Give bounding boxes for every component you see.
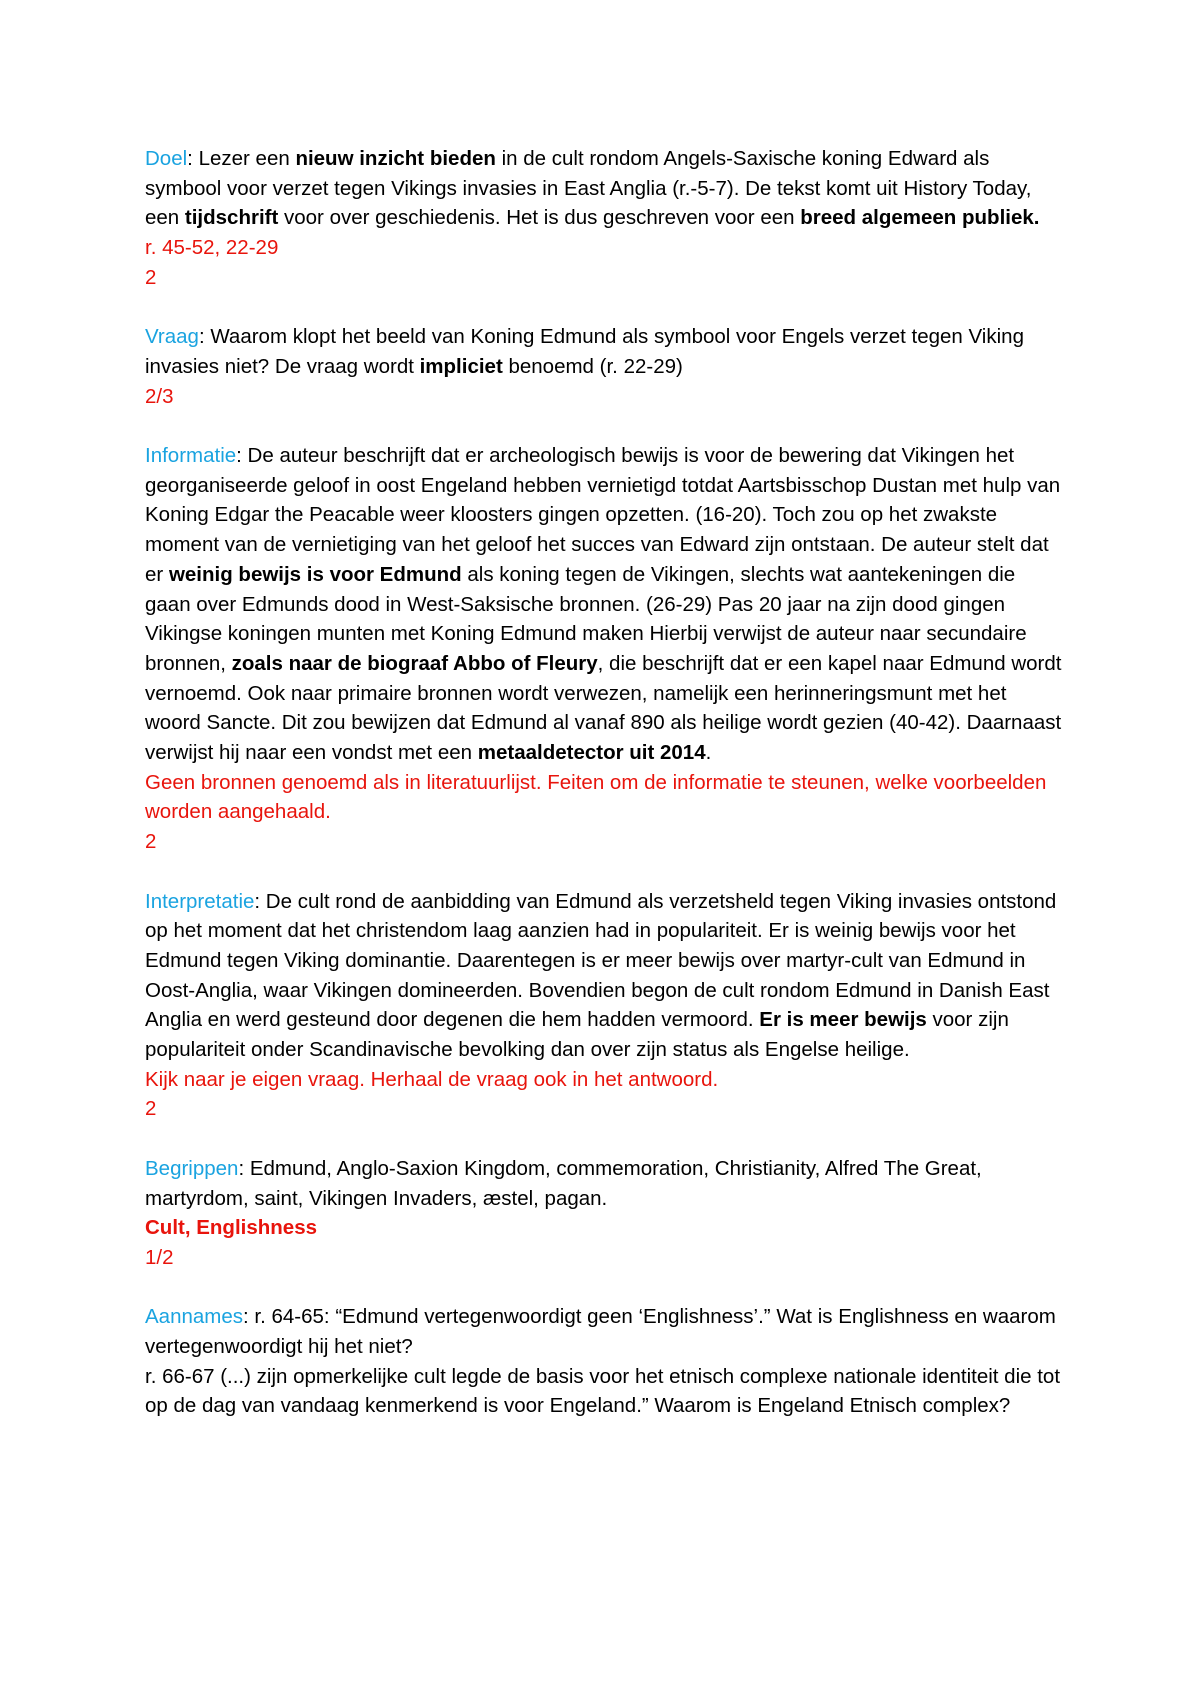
vraag-paragraph bbox=[145, 322, 1065, 381]
document-page bbox=[145, 144, 1065, 1421]
section-gap bbox=[145, 857, 1065, 887]
interpretatie-paragraph bbox=[145, 887, 1065, 1065]
begrippen-score: 1/2 bbox=[145, 1245, 174, 1269]
interpretatie-text-2: voor zijn populariteit onder Scandinavische bevolking dan over zijn status als Engelse heilige. bbox=[145, 1008, 1009, 1062]
informatie-text-1: : De auteur beschrijft dat er archeologisch bewijs is voor de bewering dat Vikingen het georganiseerde geloof in oost Engeland hebben vernietigd totdat Aartsbisschop Dustan met hulp van Koning Edgar the Peacable weer kloosters gingen opzetten. (16-20). Toch zou op het zwakste moment van de vernietiging van het geloof het succes van Edward zijn ontstaan. De auteur stelt dat er bbox=[145, 444, 1061, 586]
interpretatie-bold-1: Er is meer bewijs bbox=[759, 1008, 927, 1032]
section-gap bbox=[145, 411, 1065, 441]
doel-text-3: voor over geschiedenis. Het is dus geschreven voor een bbox=[278, 206, 801, 230]
vraag-text-2: benoemd (r. 22-29) bbox=[502, 354, 683, 378]
section-begrippen bbox=[145, 1154, 1065, 1273]
doel-bold-2: tijdschrift bbox=[184, 206, 279, 230]
doel-text-2: in de cult rondom Angels-Saxische koning Edward als symbool voor verzet tegen Vikings invasies in East Anglia (r.-5-7). De tekst komt uit History Today, een bbox=[145, 147, 1032, 230]
interpretatie-text-1: : De cult rond de aanbidding van Edmund als verzetsheld tegen Viking invasies ontstond op het moment dat het christendom laag aanzien had in populariteit. Er is weinig bewijs voor het Edmund tegen Viking dominantie. Daarentegen is er meer bewijs over martyr-cult van Edmund in Oost-Anglia, waar Vikingen domineerden. Bovendien begon de cult rondom Edmund in Danish East Anglia en werd gesteund door degenen die hem hadden vermoord. bbox=[145, 889, 1057, 1032]
begrippen-feedback: Cult, Englishness bbox=[145, 1216, 317, 1240]
informatie-text-2: als koning tegen de Vikingen, slechts wat aantekeningen die gaan over Edmunds dood in West-Saksische bronnen. (26-29) Pas 20 jaar na zijn dood gingen Vikingse koningen munten met Koning Edmund maken Hierbij verwijst de auteur naar secundaire bronnen, bbox=[145, 562, 1027, 675]
vraag-bold-1: impliciet bbox=[419, 354, 503, 378]
section-label-interpretatie: Interpretatie bbox=[145, 889, 255, 913]
section-gap bbox=[145, 1273, 1065, 1303]
aannames-text-1: : r. 64-65: “Edmund vertegenwoordigt geen ‘Englishness’.” Wat is Englishness en waarom vertegenwoordigt hij het niet? bbox=[145, 1305, 1056, 1359]
begrippen-text-1: : Edmund, Anglo-Saxion Kingdom, commemoration, Christianity, Alfred The Great, martyrdom, saint, Vikingen Invaders, æstel, pagan. bbox=[145, 1156, 982, 1210]
aannames-paragraph-2: r. 66-67 (...) zijn opmerkelijke cult legde de basis voor het etnisch complexe nationale identiteit die tot op de dag van vandaag kenmerkend is voor Engeland.” Waarom is Engeland Etnisch complex? bbox=[145, 1364, 1061, 1418]
section-interpretatie bbox=[145, 887, 1065, 1125]
section-label-begrippen: Begrippen bbox=[145, 1156, 239, 1180]
section-label-aannames: Aannames bbox=[145, 1305, 244, 1329]
informatie-feedback: Geen bronnen genoemd als in literatuurlijst. Feiten om de informatie te steunen, welke voorbeelden worden aangehaald. bbox=[145, 770, 1047, 824]
informatie-text-4: . bbox=[705, 741, 712, 765]
section-label-vraag: Vraag bbox=[145, 325, 199, 349]
interpretatie-feedback: Kijk naar je eigen vraag. Herhaal de vraag ook in het antwoord. bbox=[145, 1067, 719, 1091]
informatie-text-3: , die beschrijft dat er een kapel naar Edmund wordt vernoemd. Ook naar primaire bronnen wordt verwezen, namelijk een herinneringsmunt met het woord Sancte. Dit zou bewijzen dat Edmund al vanaf 890 als heilige wordt gezien (40-42). Daarnaast verwijst hij naar een vondst met een bbox=[145, 651, 1062, 765]
vraag-score: 2/3 bbox=[145, 384, 174, 408]
informatie-bold-3: metaaldetector uit 2014 bbox=[477, 741, 706, 765]
begrippen-paragraph bbox=[145, 1154, 1065, 1213]
doel-bold-3: breed algemeen publiek. bbox=[800, 206, 1040, 230]
section-informatie bbox=[145, 441, 1065, 857]
interpretatie-score: 2 bbox=[145, 1097, 157, 1121]
doel-bold-1: nieuw inzicht bieden bbox=[295, 147, 496, 170]
section-gap bbox=[145, 293, 1065, 323]
section-aannames bbox=[145, 1302, 1065, 1421]
section-gap bbox=[145, 1124, 1065, 1154]
informatie-paragraph bbox=[145, 441, 1065, 768]
doel-score: 2 bbox=[145, 265, 157, 289]
vraag-text-1: : Waarom klopt het beeld van Koning Edmund als symbool voor Engels verzet tegen Viking invasies niet? De vraag wordt bbox=[145, 325, 1024, 378]
section-vraag bbox=[145, 322, 1065, 411]
informatie-bold-2: zoals naar de biograaf Abbo of Fleury bbox=[231, 651, 598, 675]
section-label-informatie: Informatie bbox=[145, 444, 237, 467]
informatie-bold-1: weinig bewijs is voor Edmund bbox=[168, 562, 462, 586]
doel-text-1: : Lezer een bbox=[187, 147, 296, 170]
informatie-score: 2 bbox=[145, 830, 157, 854]
doel-paragraph bbox=[145, 144, 1065, 233]
aannames-paragraph-1 bbox=[145, 1302, 1065, 1361]
section-doel bbox=[145, 144, 1065, 293]
section-label-doel: Doel bbox=[145, 147, 188, 170]
doel-feedback: r. 45-52, 22-29 bbox=[145, 236, 279, 260]
